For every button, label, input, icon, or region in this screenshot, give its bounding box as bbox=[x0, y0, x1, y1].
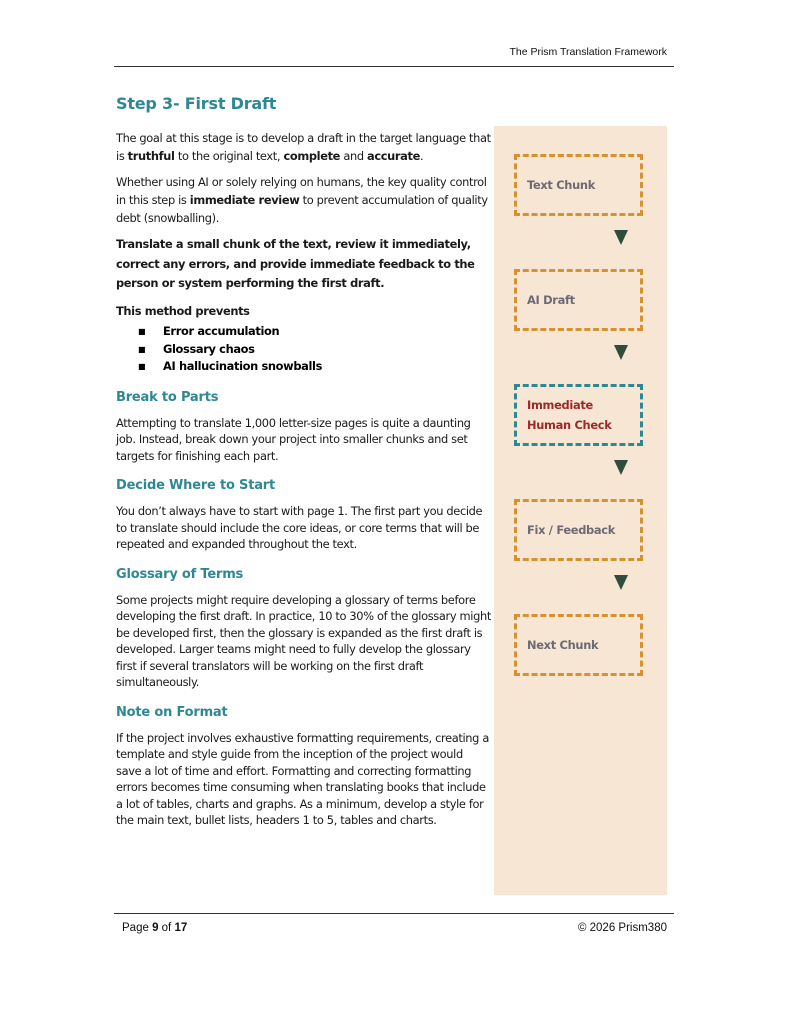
emphasis-immediate-review: immediate review bbox=[189, 193, 300, 207]
workflow-sidebar bbox=[494, 126, 667, 895]
arrow-down-icon bbox=[614, 460, 628, 475]
text-run: The goal at this stage is to develop a draft in the target language that is bbox=[116, 131, 491, 163]
page-title: Step 3- First Draft bbox=[116, 94, 277, 113]
workflow-step-text-chunk bbox=[514, 154, 643, 216]
intro-paragraph-2 bbox=[116, 173, 491, 227]
main-content bbox=[116, 94, 491, 837]
section-body: You don’t always have to start with page 1. The first part you decide to translate should include the core ideas, or core terms that will be repeated and expanded throughout the text. bbox=[116, 504, 483, 551]
page-total: 17 bbox=[174, 922, 188, 934]
text-run: and bbox=[340, 149, 367, 163]
section-heading-decide-where-to-start: Decide Where to Start bbox=[116, 478, 276, 493]
copyright: © 2026 Prism380 bbox=[577, 922, 667, 934]
workflow-step-next-chunk bbox=[514, 614, 643, 676]
list-item-text: AI hallucination snowballs bbox=[163, 359, 323, 373]
running-header: The Prism Translation Framework bbox=[509, 46, 667, 58]
list-item bbox=[138, 323, 491, 341]
list-item-text: Error accumulation bbox=[163, 324, 280, 338]
arrow-down-icon bbox=[614, 575, 628, 590]
section-body: Some projects might require developing a glossary of terms before developing the first draft. In practice, 10 to 30% of the glossary might be developed first, then the glossary is expanded as the first draft is developed. Larger teams might need to fully develop the glossary first if several translators will be working on the first draft simultaneously. bbox=[116, 592, 491, 689]
header-divider bbox=[114, 66, 674, 67]
list-item bbox=[138, 341, 491, 359]
bullet-icon: ■ bbox=[138, 362, 146, 371]
step-label: Fix / Feedback bbox=[527, 523, 616, 537]
list-item-text: Glossary chaos bbox=[163, 341, 255, 356]
section-body: Attempting to translate 1,000 letter-size pages is quite a daunting job. Instead, break down your project into smaller chunks and set targets for finishing each part. bbox=[116, 415, 471, 463]
page-separator: of bbox=[158, 922, 175, 934]
section-body: If the project involves exhaustive formatting requirements, creating a template and style guide from the inception of the project would save a lot of time and effort. Formatting and correcting formatting errors becomes time consuming when translating books that include a lot of tables, charts and graphs. As a minimum, develop a style for the main text, bullet lists, headers 1 to 5, tables and charts. bbox=[116, 730, 489, 827]
text-run: to the original text, bbox=[174, 149, 284, 163]
prevents-label: This method prevents bbox=[116, 303, 250, 318]
workflow-step-immediate-human-check bbox=[514, 384, 643, 446]
step-label: Next Chunk bbox=[527, 638, 599, 652]
step-label: Immediate bbox=[527, 398, 593, 412]
text-run: to prevent accumulation of quality debt (snowballing). bbox=[116, 193, 488, 225]
arrow-down-icon bbox=[614, 345, 628, 360]
bullet-icon: ■ bbox=[138, 344, 146, 354]
text-run: Whether using AI or solely relying on humans, the key quality control in this step is bbox=[116, 175, 487, 207]
section-heading-note-on-format: Note on Format bbox=[116, 704, 228, 720]
section-heading-break-to-parts: Break to Parts bbox=[116, 389, 219, 405]
page-prefix: Page bbox=[122, 922, 153, 934]
page-number bbox=[122, 922, 187, 934]
key-instruction: Translate a small chunk of the text, review it immediately, correct any errors, and provide immediate feedback to the person or system performing the first draft. bbox=[116, 237, 475, 290]
list-item bbox=[138, 358, 491, 376]
step-label: Text Chunk bbox=[527, 178, 596, 192]
step-label: AI Draft bbox=[527, 293, 575, 307]
footer-divider bbox=[114, 913, 674, 914]
section-heading-glossary-of-terms: Glossary of Terms bbox=[116, 566, 244, 582]
page-current: 9 bbox=[152, 922, 159, 934]
prevents-list bbox=[116, 323, 491, 376]
step-label: Human Check bbox=[527, 418, 612, 432]
text-run: . bbox=[419, 149, 424, 163]
workflow-step-fix-feedback bbox=[514, 499, 643, 561]
intro-paragraph-1 bbox=[116, 129, 491, 165]
emphasis-accurate: accurate bbox=[366, 149, 420, 163]
emphasis-truthful: truthful bbox=[127, 149, 175, 163]
workflow-step-ai-draft bbox=[514, 269, 643, 331]
emphasis-complete: complete bbox=[283, 149, 341, 163]
arrow-down-icon bbox=[614, 230, 628, 245]
bullet-icon: ■ bbox=[138, 327, 146, 336]
